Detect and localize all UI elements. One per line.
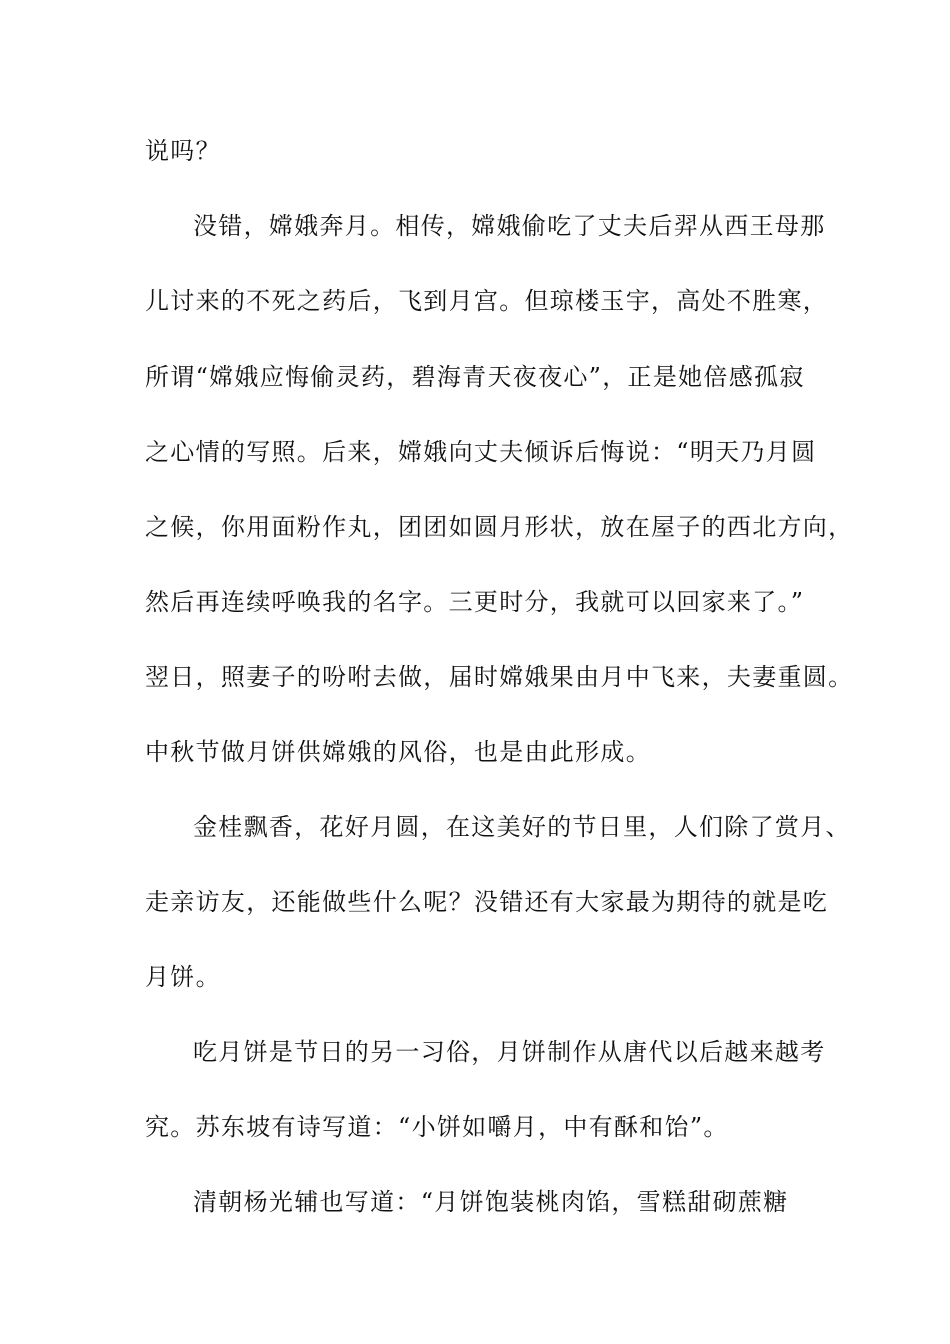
text-line: 没错，嫦娥奔月。相传，嫦娥偷吃了丈夫后羿从西王母那 — [193, 212, 826, 240]
text-line: 清朝杨光辅也写道：“月饼饱装桃肉馅，雪糕甜砌蔗糖 — [193, 1188, 789, 1216]
text-line: 说吗？ — [145, 137, 221, 165]
text-line: 究。苏东坡有诗写道：“小饼如嚼月，中有酥和饴”。 — [145, 1113, 729, 1141]
text-line: 金桂飘香，花好月圆，在这美好的节日里，人们除了赏月、 — [193, 813, 851, 841]
text-line: 吃月饼是节日的另一习俗，月饼制作从唐代以后越来越考 — [193, 1038, 826, 1066]
text-line: 然后再连续呼唤我的名字。三更时分，我就可以回家来了。” — [145, 588, 805, 616]
text-line: 走亲访友，还能做些什么呢？没错还有大家最为期待的就是吃 — [145, 888, 829, 916]
text-line: 中秋节做月饼供嫦娥的风俗，也是由此形成。 — [145, 738, 651, 766]
text-line: 所谓“嫦娥应悔偷灵药，碧海青天夜夜心”，正是她倍感孤寂 — [145, 363, 805, 391]
text-line: 之心情的写照。后来，嫦娥向丈夫倾诉后悔说：“明天乃月圆 — [145, 438, 817, 466]
text-line: 翌日，照妻子的吩咐去做，届时嫦娥果由月中飞来，夫妻重圆。 — [145, 663, 854, 691]
text-line: 之候，你用面粉作丸，团团如圆月形状，放在屋子的西北方向， — [145, 513, 854, 541]
text-line: 月饼。 — [145, 963, 221, 991]
text-line: 儿讨来的不死之药后，飞到月宫。但琼楼玉宇，高处不胜寒， — [145, 287, 829, 315]
